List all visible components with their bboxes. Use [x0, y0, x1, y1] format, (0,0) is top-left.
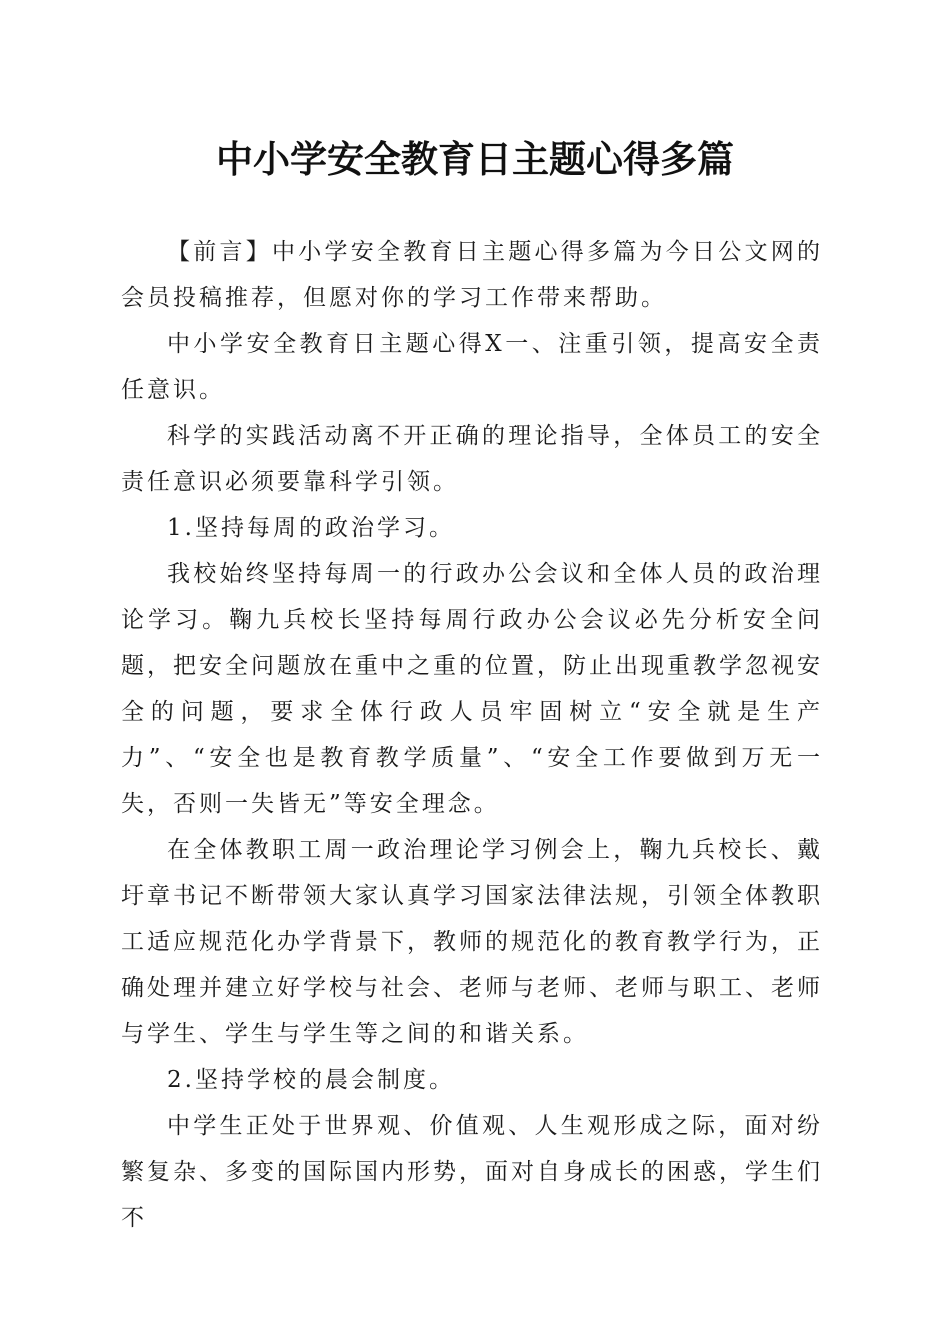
paragraph: 我校始终坚持每周一的行政办公会议和全体人员的政治理论学习。鞠九兵校长坚持每周行政办公会议必先分析安全问题，把安全问题放在重中之重的位置，防止出现重教学忽视安全的问题，要求全体行政人员牢固树立“安全就是生产力”、“安全也是教育教学质量”、“安全工作要做到万无一失，否则一失皆无”等安全理念。: [121, 561, 823, 817]
paragraph-subheading-1: 1.坚持每周的政治学习。: [167, 515, 455, 541]
paragraph: 在全体教职工周一政治理论学习例会上，鞠九兵校长、戴圩章书记不断带领大家认真学习国家法律法规，引领全体教职工适应规范化办学背景下，教师的规范化的教育教学行为，正确处理并建立好学校与社会、老师与老师、老师与职工、老师与学生、学生与学生等之间的和谐关系。: [121, 837, 823, 1047]
paragraph-preface: 【前言】中小学安全教育日主题心得多篇为今日公文网的会员投稿推荐，但愿对你的学习工作带来帮助。: [121, 239, 823, 311]
paragraph: 中学生正处于世界观、价值观、人生观形成之际，面对纷繁复杂、多变的国际国内形势，面对自身成长的困惑，学生们不: [121, 1113, 823, 1231]
paragraph: 科学的实践活动离不开正确的理论指导，全体员工的安全责任意识必须要靠科学引领。: [121, 423, 823, 495]
paragraph-section-heading: 中小学安全教育日主题心得X一、注重引领，提高安全责任意识。: [121, 331, 823, 403]
document-title: 中小学安全教育日主题心得多篇: [216, 137, 734, 181]
document-body: [121, 229, 823, 1241]
paragraph-subheading-2: 2.坚持学校的晨会制度。: [167, 1067, 455, 1093]
